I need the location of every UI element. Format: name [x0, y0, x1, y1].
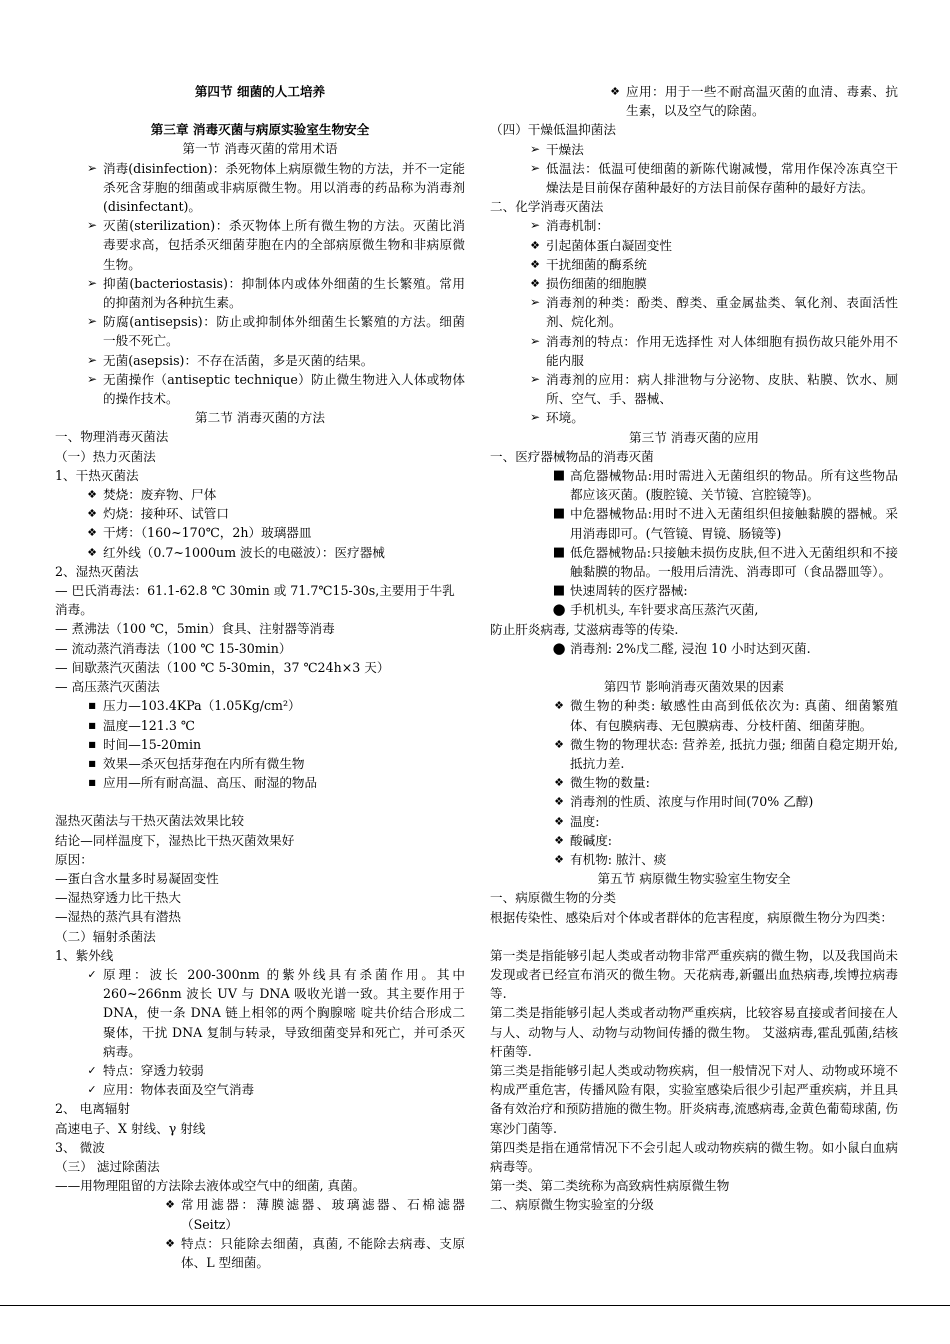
bullet-item: [490, 696, 898, 734]
bullet-text: 特点：穿透力较弱: [103, 1062, 204, 1078]
bullet-item: [490, 82, 898, 120]
spacer: [55, 101, 465, 120]
bullet-text: 常用滤器：薄膜滤器、玻璃滤器、石棉滤器（Seitz）: [181, 1197, 465, 1232]
bullet-item: [55, 1195, 465, 1233]
bullet-dot-icon: ●: [552, 638, 566, 657]
text-line: 高速电子、X 射线、γ 射线: [55, 1120, 206, 1136]
bullet-tri-icon: ➢: [529, 333, 541, 348]
bullet-item: [55, 523, 465, 542]
page-bottom-rule: [0, 1305, 950, 1306]
bullet-dia-icon: ❖: [554, 795, 564, 809]
paragraph: 根据传染性、感染后对个体或者群体的危害程度，病原微生物分为四类：: [490, 909, 893, 925]
bullet-text: 干烤：（160~170℃，2h）玻璃器皿: [103, 525, 312, 541]
text-line: 原因：: [55, 851, 93, 867]
bullet-dia-icon: ❖: [554, 699, 564, 713]
text-line: 2、 电离辐射: [55, 1101, 130, 1117]
spacer: [55, 792, 465, 811]
bullet-sq-icon: ■: [88, 701, 96, 711]
text-line: — 煮沸法（100 ℃，5min）食具、注射器等消毒: [55, 621, 335, 637]
bullet-text: 效果—杀灭包括芽孢在内所有微生物: [103, 755, 305, 771]
bullet-item: [490, 600, 898, 619]
bullet-text: 应用：用于一些不耐高温灭菌的血清、毒素、抗生素，以及空气的除菌。: [626, 84, 898, 119]
bullet-item: [490, 792, 898, 811]
text-line: 3、 微波: [55, 1139, 105, 1155]
bullet-dia-icon: ❖: [610, 85, 620, 98]
bullet-item: [490, 274, 898, 293]
bullet-dia-icon: ❖: [554, 833, 564, 847]
spacer: [490, 658, 898, 677]
bullet-text: 焚烧：废弃物、尸体: [103, 487, 217, 503]
bullet-text: 手机机头, 车针要求高压蒸汽灭菌,: [570, 602, 759, 618]
section-heading: 第一节 消毒灭菌的常用术语: [182, 141, 338, 157]
bullet-dia-icon: ❖: [530, 257, 540, 271]
bullet-item: [490, 504, 898, 542]
bullet-text: 灼烧：接种环、试管口: [103, 506, 229, 522]
text-line: 一、病原微生物的分类: [490, 890, 616, 906]
bullet-text: 防腐(antisepsis)：防止或抑制体外细菌生长繁殖的方法。细菌一般不死亡。: [103, 314, 465, 349]
paragraph: 第二类是指能够引起人类或者动物严重疾病，比较容易直接或者间接在人与人、动物与人、动物与动物间传播的微生物。 艾滋病毒,霍乱弧菌,结核杆菌等.: [490, 1005, 898, 1059]
bullet-text: 红外线（0.7~1000um 波长的电磁波）：医疗器械: [103, 544, 385, 560]
text-line: — 流动蒸汽消毒法（100 ℃ 15-30min）: [55, 640, 292, 656]
text-line: 一、物理消毒灭菌法: [55, 429, 169, 445]
section-heading: 第三节 消毒灭菌的应用: [629, 429, 759, 445]
section-heading: 第四节 影响消毒灭菌效果的因素: [603, 679, 785, 695]
bullet-text: 微生物的种类: 敏感性由高到低依次为: 真菌、细菌繁殖体、有包膜病毒、无包膜病毒、分枝杆菌、细菌芽胞。: [570, 698, 898, 733]
bullet-dia-icon: ❖: [87, 526, 97, 540]
bullet-text: 干扰细菌的酶系统: [546, 256, 647, 272]
bullet-text: 压力—103.4KPa（1.05Kg/cm²）: [103, 698, 301, 714]
bullet-item: [490, 236, 898, 255]
paragraph: 第一类是指能够引起人类或者动物非常严重疾病的微生物，以及我国尚未发现或者已经宣布消灭的微生物。天花病毒,新疆出血热病毒,埃博拉病毒等.: [490, 947, 898, 1002]
bullet-text: 无菌(asepsis)：不存在活菌，多是灭菌的结果。: [103, 352, 374, 368]
text-line: （一）热力灭菌法: [55, 448, 156, 464]
bullet-item: [490, 812, 898, 831]
bullet-item: [490, 831, 898, 850]
bullet-text: 损伤细菌的细胞膜: [546, 276, 647, 292]
text-line: —蛋白含水量多时易凝固变性: [55, 870, 219, 886]
bullet-item: [55, 485, 465, 504]
bullet-tri-icon: ➢: [86, 160, 98, 175]
text-line: 防止肝炎病毒, 艾滋病毒等的传染.: [490, 621, 679, 637]
bullet-text: 中危器械物品:用时不进入无菌组织但接触黏膜的器械。采用消毒即可。(气管镜、胃镜、肠镜等): [570, 506, 898, 541]
bullet-text: 微生物的物理状态: 营养差, 抵抗力强; 细菌自稳定期开始, 抵抗力差.: [570, 736, 898, 771]
bullet-item: [490, 850, 898, 869]
bullet-text: 消毒(disinfection)：杀死物体上病原微生物的方法，并不一定能杀死含芽胞的细菌或非病原微生物。用以消毒的药品称为消毒剂(disinfectant)。: [103, 160, 465, 215]
bullet-dia-icon: ❖: [87, 507, 97, 521]
bullet-text: 温度—121.3 ℃: [103, 717, 195, 733]
bullet-bs-icon: ■: [552, 544, 566, 560]
bullet-dia-icon: ❖: [87, 488, 97, 502]
bullet-item: [55, 504, 465, 523]
bullet-sq-icon: ■: [88, 778, 96, 788]
bullet-item: [490, 370, 898, 408]
bullet-text: 特点：只能除去细菌，真菌, 不能除去病毒、支原体、L 型细菌。: [181, 1235, 465, 1270]
bullet-item: [55, 274, 465, 312]
bullet-text: 抑菌(bacteriostasis)：抑制体内或体外细菌的生长繁殖。常用的抑菌剂为各种抗生素。: [103, 275, 465, 311]
bullet-tri-icon: ➢: [86, 218, 98, 233]
text-line: 二、病原微生物实验室的分级: [490, 1197, 654, 1213]
bullet-item: [490, 293, 898, 331]
bullet-sq-icon: ■: [88, 739, 96, 749]
bullet-tri-icon: ➢: [86, 275, 98, 290]
section-heading: 第二节 消毒灭菌的方法: [195, 410, 325, 426]
bullet-text: 环境。: [546, 410, 584, 426]
bullet-dia-icon: ❖: [530, 277, 540, 291]
bullet-dia-icon: ❖: [554, 814, 564, 828]
bullet-item: [55, 696, 465, 715]
text-line: 1、紫外线: [55, 947, 114, 963]
bullet-item: [55, 312, 465, 350]
spacer: [490, 927, 898, 946]
text-line: （四）干燥低温抑菌法: [490, 122, 616, 138]
bullet-tri-icon: ➢: [86, 314, 98, 329]
bullet-item: [490, 639, 898, 658]
text-line: — 巴氏消毒法：61.1-62.8 ℃ 30min 或 71.7℃15-30s,主要用于牛乳消毒。: [55, 583, 455, 618]
bullet-tri-icon: ➢: [529, 218, 541, 233]
text-line: 二、化学消毒灭菌法: [490, 199, 604, 215]
bullet-item: [55, 159, 465, 217]
text-line: 结论—同样温度下，湿热比干热灭菌效果好: [55, 832, 295, 848]
bullet-item: [490, 735, 898, 773]
bullet-text: 温度:: [570, 813, 600, 829]
bullet-item: [55, 351, 465, 370]
bullet-text: 消毒剂的性质、浓度与作用时间(70% 乙醇): [570, 794, 814, 810]
bullet-dot-icon: ●: [552, 600, 566, 619]
bullet-item: [490, 543, 898, 581]
text-line: （二）辐射杀菌法: [55, 928, 156, 944]
bullet-item: [55, 965, 465, 1061]
section-heading: 第四节 细菌的人工培养: [194, 84, 326, 99]
bullet-text: 快速周转的医疗器械:: [570, 583, 688, 599]
bullet-tri-icon: ➢: [529, 160, 541, 175]
bullet-text: 引起菌体蛋白凝固变性: [546, 237, 672, 253]
bullet-item: [55, 773, 465, 792]
bullet-item: [490, 216, 898, 235]
bullet-text: 无菌操作（antiseptic technique）防止微生物进入人体或物体的操作技术。: [103, 371, 465, 407]
text-line: —湿热的蒸汽具有潜热: [55, 909, 181, 925]
bullet-chk-icon: ✓: [87, 967, 97, 981]
bullet-text: 时间—15-20min: [103, 736, 202, 752]
bullet-item: [55, 1061, 465, 1080]
bullet-text: 消毒剂的特点：作用无选择性 对人体细胞有损伤故只能外用不能内服: [546, 333, 898, 368]
bullet-tri-icon: ➢: [529, 141, 541, 156]
bullet-item: [55, 1234, 465, 1272]
bullet-text: 原理：波长 200-300nm 的紫外线具有杀菌作用。其中 260~266nm 波长 UV 与 DNA 吸收光谱一致。其主要作用于 DNA，使一条 DNA 链上相邻的两个胸腺嘧 啶共价结合形成二聚体，干扰 DNA 复制与转录，导致细菌变异和死亡，并可杀灭病毒。: [103, 966, 465, 1059]
bullet-text: 干燥法: [546, 141, 584, 157]
bullet-item: [55, 1080, 465, 1099]
bullet-text: 酸碱度:: [570, 832, 613, 848]
bullet-tri-icon: ➢: [529, 295, 541, 310]
text-line: （三） 滤过除菌法: [55, 1158, 160, 1174]
bullet-dia-icon: ❖: [554, 776, 564, 790]
right-column: [490, 82, 898, 1215]
section-heading: 第五节 病原微生物实验室生物安全: [597, 871, 791, 887]
bullet-dia-icon: ❖: [530, 238, 540, 252]
bullet-text: 高危器械物品:用时需进入无菌组织的物品。所有这些物品都应该灭菌。(腹腔镜、关节镜、宫腔镜等)。: [570, 468, 898, 503]
bullet-text: 微生物的数量:: [570, 775, 650, 791]
bullet-item: [490, 581, 898, 600]
bullet-item: [55, 216, 465, 274]
bullet-bs-icon: ■: [552, 468, 566, 484]
bullet-item: [55, 716, 465, 735]
bullet-dia-icon: ❖: [165, 1198, 175, 1212]
bullet-item: [490, 773, 898, 792]
bullet-bs-icon: ■: [552, 583, 566, 599]
bullet-text: 消毒机制：: [546, 218, 609, 234]
bullet-chk-icon: ✓: [87, 1063, 97, 1077]
bullet-tri-icon: ➢: [86, 352, 98, 367]
bullet-item: [490, 140, 898, 159]
bullet-tri-icon: ➢: [86, 371, 98, 386]
bullet-bs-icon: ■: [552, 506, 566, 522]
bullet-sq-icon: ■: [88, 720, 96, 730]
bullet-chk-icon: ✓: [87, 1083, 97, 1097]
text-line: 一、医疗器械物品的消毒灭菌: [490, 448, 654, 464]
bullet-dia-icon: ❖: [165, 1236, 175, 1250]
bullet-item: [55, 543, 465, 562]
bullet-item: [490, 332, 898, 370]
bullet-item: [490, 159, 898, 197]
bullet-item: [55, 735, 465, 754]
paragraph: 第三类是指能够引起人类或动物疾病，但一般情况下对人、动物或环境不构成严重危害，传播风险有限，实验室感染后很少引起严重疾病，并且具备有效治疗和预防措施的微生物。肝炎病毒,流感病毒,金黄色葡萄球菌, 伤寒沙门菌等.: [490, 1062, 898, 1136]
text-line: — 间歇蒸汽灭菌法（100 ℃ 5-30min，37 ℃24h×3 天）: [55, 659, 390, 675]
bullet-text: 消毒剂: 2%戊二醛, 浸泡 10 小时达到灭菌.: [570, 640, 811, 656]
bullet-sq-icon: ■: [88, 758, 96, 768]
left-column: [55, 82, 465, 1272]
bullet-dia-icon: ❖: [87, 545, 97, 559]
bullet-text: 应用—所有耐高温、高压、耐湿的物品: [103, 775, 318, 791]
text-line: 2、湿热灭菌法: [55, 563, 139, 579]
bullet-dia-icon: ❖: [554, 852, 564, 866]
section-heading: 第三章 消毒灭菌与病原实验室生物安全: [150, 122, 370, 138]
text-line: —湿热穿透力比干热大: [55, 890, 181, 906]
bullet-text: 有机物: 脓汁、痰: [570, 851, 667, 867]
paragraph: 第四类是指在通常情况下不会引起人或动物疾病的微生物。如小鼠白血病病毒等。: [490, 1139, 898, 1174]
bullet-text: 低温法：低温可使细菌的新陈代谢减慢，常用作保冷冻真空干燥法是目前保存菌种最好的方法目前保存菌种的最好方法。: [546, 160, 898, 196]
text-line: 湿热灭菌法与干热灭菌法效果比较: [55, 813, 244, 829]
text-line: 1、干热灭菌法: [55, 467, 139, 483]
bullet-dia-icon: ❖: [554, 737, 564, 751]
bullet-tri-icon: ➢: [529, 410, 541, 425]
bullet-text: 低危器械物品:只接触未损伤皮肤,但不进入无菌组织和不接触黏膜的物品。一般用后清洗、消毒即可（食品器皿等）。: [570, 544, 898, 580]
bullet-text: 灭菌(sterilization)：杀灭物体上所有微生物的方法。灭菌比消毒要求高，包括杀灭细菌芽胞在内的全部病原微生物和非病原微生物。: [103, 218, 465, 272]
bullet-text: 应用：物体表面及空气消毒: [103, 1082, 255, 1098]
text-line: — 高压蒸汽灭菌法: [55, 679, 160, 695]
bullet-item: [490, 255, 898, 274]
text-line: 第一类、第二类统称为高致病性病原微生物: [490, 1178, 730, 1194]
text-line: ——用物理阻留的方法除去液体或空气中的细菌, 真菌。: [55, 1178, 366, 1194]
bullet-text: 消毒剂的种类：酚类、醇类、重金属盐类、氧化剂、表面活性剂、烷化剂。: [546, 295, 898, 330]
bullet-text: 消毒剂的应用：病人排泄物与分泌物、皮肤、粘膜、饮水、厕所、空气、手、器械、: [546, 372, 898, 407]
bullet-item: [55, 370, 465, 408]
bullet-item: [490, 408, 898, 427]
bullet-item: [490, 466, 898, 504]
bullet-item: [55, 754, 465, 773]
bullet-tri-icon: ➢: [529, 372, 541, 387]
